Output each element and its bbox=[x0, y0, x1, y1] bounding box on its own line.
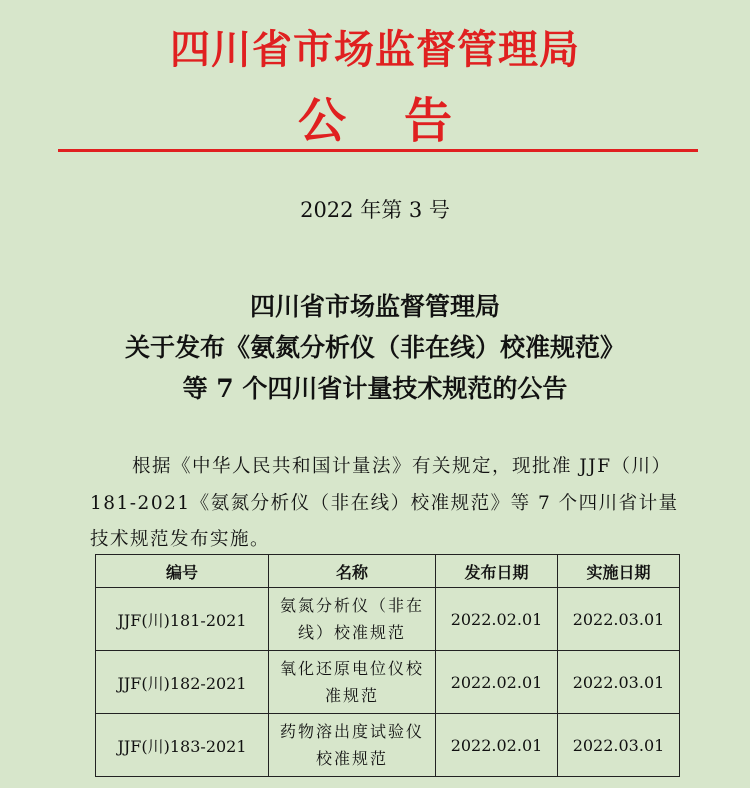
header-issue-date: 发布日期 bbox=[436, 555, 558, 588]
cell-code: JJF(川)183-2021 bbox=[96, 714, 269, 777]
body-line-2: 181-2021《氨氮分析仪（非在线）校准规范》等 7 个四川省计量 bbox=[90, 492, 679, 514]
cell-name-line: 线）校准规范 bbox=[297, 623, 406, 642]
cell-issue-date: 2022.02.01 bbox=[436, 714, 558, 777]
document-number: 2022 年第 3 号 bbox=[300, 198, 450, 222]
cell-effective-date: 2022.03.01 bbox=[558, 588, 680, 651]
cell-name bbox=[269, 714, 436, 777]
body-paragraph bbox=[90, 449, 690, 559]
header-effective-date: 实施日期 bbox=[558, 555, 680, 588]
title-line-1: 四川省市场监督管理局 bbox=[249, 292, 500, 321]
table-header-row bbox=[96, 555, 680, 588]
issuing-agency: 四川省市场监督管理局 bbox=[170, 27, 580, 73]
cell-name-line: 准规范 bbox=[324, 686, 379, 705]
header-name: 名称 bbox=[269, 555, 436, 588]
table-row bbox=[96, 714, 680, 777]
specification-table bbox=[95, 554, 680, 777]
cell-code: JJF(川)182-2021 bbox=[96, 651, 269, 714]
title-line-2: 关于发布《氨氮分析仪（非在线）校准规范》 bbox=[124, 333, 625, 362]
cell-name-line: 药物溶出度试验仪 bbox=[279, 722, 424, 741]
header-code: 编号 bbox=[96, 555, 269, 588]
cell-name-line: 氧化还原电位仪校 bbox=[279, 659, 424, 678]
table-row bbox=[96, 651, 680, 714]
document-type: 公告 bbox=[297, 93, 510, 149]
cell-name bbox=[269, 588, 436, 651]
cell-issue-date: 2022.02.01 bbox=[436, 651, 558, 714]
announcement-title bbox=[0, 286, 750, 409]
table-row bbox=[96, 588, 680, 651]
cell-issue-date: 2022.02.01 bbox=[436, 588, 558, 651]
body-line-3: 技术规范发布实施。 bbox=[90, 529, 271, 550]
cell-name-line: 校准规范 bbox=[315, 749, 388, 768]
cell-effective-date: 2022.03.01 bbox=[558, 714, 680, 777]
body-line-1: 根据《中华人民共和国计量法》有关规定，现批准 JJF（川） bbox=[132, 456, 672, 477]
cell-effective-date: 2022.03.01 bbox=[558, 651, 680, 714]
cell-name-line: 氨氮分析仪（非在 bbox=[279, 596, 424, 615]
cell-name bbox=[269, 651, 436, 714]
title-line-3: 等 7 个四川省计量技术规范的公告 bbox=[182, 374, 568, 403]
red-divider bbox=[58, 149, 698, 152]
cell-code: JJF(川)181-2021 bbox=[96, 588, 269, 651]
